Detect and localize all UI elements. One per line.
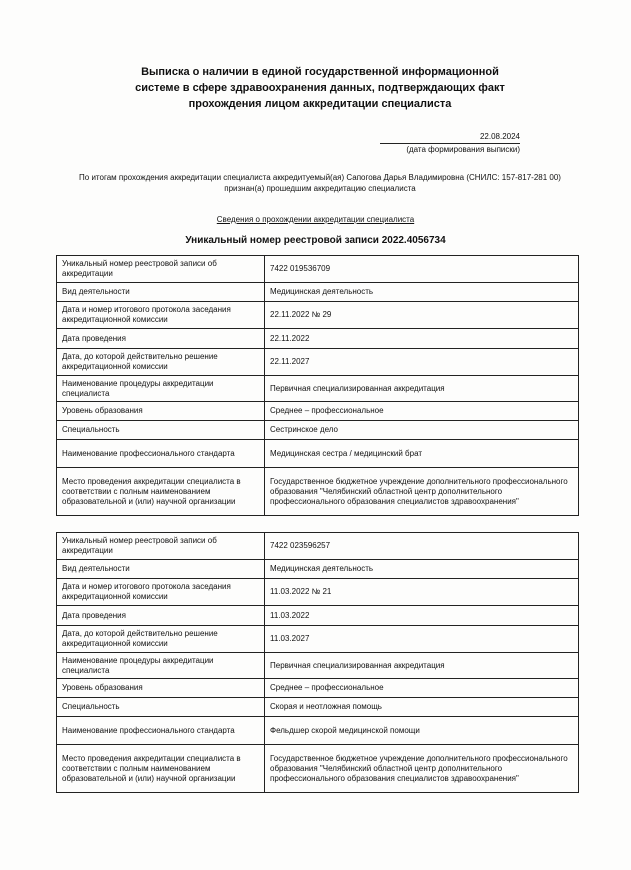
row-value: 11.03.2022 <box>265 606 579 626</box>
row-value: 11.03.2027 <box>265 626 579 653</box>
row-label: Место проведения аккредитации специалиста в соответствии с полным наименованием образовательной и (или) научной организации <box>57 745 265 793</box>
row-label: Дата проведения <box>57 329 265 349</box>
row-value: Государственное бюджетное учреждение дополнительного профессионального образования "Челябинский областной центр дополнительного профессионального образования специалистов здравоохранения" <box>265 468 579 516</box>
table-row <box>57 283 579 302</box>
row-value: 7422 023596257 <box>265 533 579 560</box>
intro-text: По итогам прохождения аккредитации специалиста аккредитуемый(ая) Сапогова Дарья Владимировна (СНИЛС: 157-817-281 00) признан(а) прошедшим аккредитацию специалиста <box>79 173 561 193</box>
row-label: Уровень образования <box>57 402 265 421</box>
row-value: Первичная специализированная аккредитация <box>265 653 579 679</box>
section-title: Сведения о прохождении аккредитации специалиста <box>216 215 415 224</box>
row-label: Наименование процедуры аккредитации специалиста <box>57 653 265 679</box>
row-value: 7422 019536709 <box>265 256 579 283</box>
date-block <box>380 131 520 155</box>
row-value: Государственное бюджетное учреждение дополнительного профессионального образования "Челябинский областной центр дополнительного профессионального образования специалистов здравоохранения" <box>265 745 579 793</box>
registry-title: Уникальный номер реестровой записи 2022.4056734 <box>185 235 446 246</box>
table-row <box>57 745 579 793</box>
table-row <box>57 402 579 421</box>
issue-date-caption: (дата формирования выписки) <box>406 145 520 154</box>
row-label: Дата, до которой действительно решение аккредитационной комиссии <box>57 626 265 653</box>
title-line: системе в сфере здравоохранения данных, подтверждающих факт <box>135 82 505 94</box>
table-row <box>57 679 579 698</box>
row-label: Уникальный номер реестровой записи об аккредитации <box>57 533 265 560</box>
table-row <box>57 560 579 579</box>
row-value: 22.11.2022 № 29 <box>265 302 579 329</box>
row-value: 22.11.2022 <box>265 329 579 349</box>
row-label: Специальность <box>57 421 265 440</box>
row-label: Наименование профессионального стандарта <box>57 440 265 468</box>
row-value: Среднее – профессиональное <box>265 679 579 698</box>
row-label: Дата, до которой действительно решение аккредитационной комиссии <box>57 349 265 376</box>
row-value: Скорая и неотложная помощь <box>265 698 579 717</box>
accreditation-table <box>56 255 579 516</box>
row-value: 22.11.2027 <box>265 349 579 376</box>
row-value: Фельдшер скорой медицинской помощи <box>265 717 579 745</box>
table-row <box>57 302 579 329</box>
row-label: Наименование процедуры аккредитации специалиста <box>57 376 265 402</box>
table-row <box>57 626 579 653</box>
row-value: Медицинская деятельность <box>265 283 579 302</box>
row-value: Медицинская сестра / медицинский брат <box>265 440 579 468</box>
table-row <box>57 606 579 626</box>
title-line: Выписка о наличии в единой государственной информационной <box>141 66 499 78</box>
row-label: Специальность <box>57 698 265 717</box>
accreditation-table <box>56 532 579 793</box>
row-label: Дата и номер итогового протокола заседания аккредитационной комиссии <box>57 302 265 329</box>
document-title <box>100 64 540 112</box>
table-row <box>57 533 579 560</box>
row-label: Дата проведения <box>57 606 265 626</box>
table-row <box>57 329 579 349</box>
row-label: Наименование профессионального стандарта <box>57 717 265 745</box>
table-row <box>57 256 579 283</box>
row-label: Уникальный номер реестровой записи об аккредитации <box>57 256 265 283</box>
table-row <box>57 376 579 402</box>
row-label: Уровень образования <box>57 679 265 698</box>
table-row <box>57 717 579 745</box>
row-label: Место проведения аккредитации специалиста в соответствии с полным наименованием образовательной и (или) научной организации <box>57 468 265 516</box>
table-row <box>57 440 579 468</box>
row-value: Сестринское дело <box>265 421 579 440</box>
table-row <box>57 468 579 516</box>
table-row <box>57 349 579 376</box>
row-value: Первичная специализированная аккредитация <box>265 376 579 402</box>
row-value: 11.03.2022 № 21 <box>265 579 579 606</box>
issue-date: 22.08.2024 <box>380 131 520 144</box>
table-row <box>57 421 579 440</box>
row-value: Среднее – профессиональное <box>265 402 579 421</box>
table-row <box>57 653 579 679</box>
row-value: Медицинская деятельность <box>265 560 579 579</box>
row-label: Вид деятельности <box>57 560 265 579</box>
title-line: прохождения лицом аккредитации специалиста <box>188 98 452 110</box>
table-row <box>57 579 579 606</box>
row-label: Дата и номер итогового протокола заседания аккредитационной комиссии <box>57 579 265 606</box>
row-label: Вид деятельности <box>57 283 265 302</box>
table-row <box>57 698 579 717</box>
